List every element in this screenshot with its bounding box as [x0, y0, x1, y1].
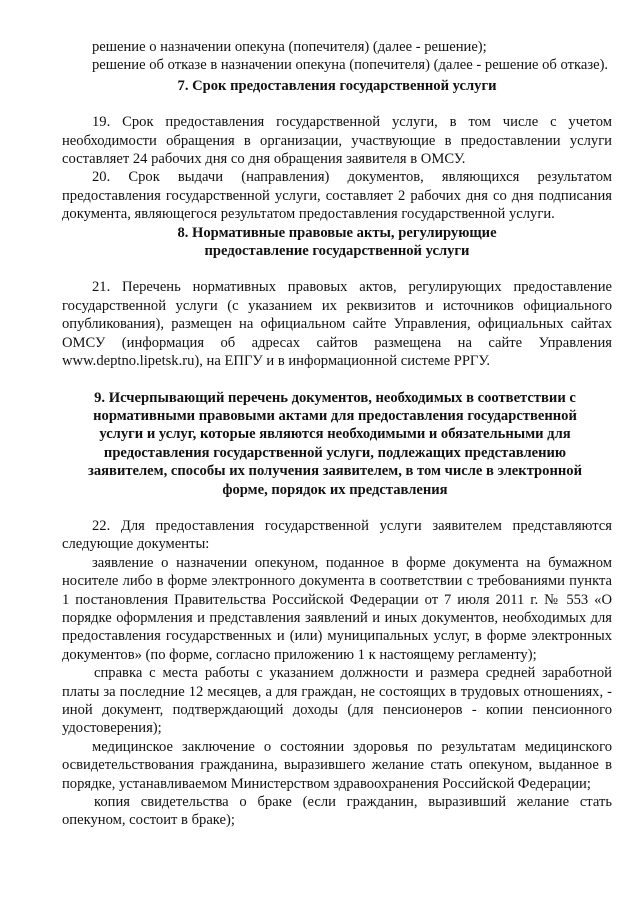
section-8-heading-line1: 8. Нормативные правовые акты, регулирующие: [177, 224, 497, 241]
paragraph-21: 21. Перечень нормативных правовых актов, регулирующих предоставление государственной услуги (с указанием их реквизитов и источников официального опубликования), размещен на официальном сайте Управления, официальных сайтах ОМСУ (информация об адресах сайтов размещена на сайте Управления www.deptno.lipetsk.ru), на ЕПГУ и в информационной системе РРГУ.: [62, 279, 612, 370]
paragraph-19: 19. Срок предоставления государственной услуги, в том числе с учетом необходимости обращения в организации, участвующие в предоставлении услуги составляет 24 рабочих дня со дня обращения заявителя в ОМСУ.: [62, 114, 612, 168]
list-item-medical-report: медицинское заключение о состоянии здоровья по результатам медицинского освидетельствования гражданина, выразившего желание стать опекуном, выданное в порядке, устанавливаемом Министерством здравоохранения Российской Федерации;: [62, 738, 612, 792]
list-item-income-certificate: справка с места работы с указанием должности и размера средней заработной платы за последние 12 месяцев, а для граждан, не состоящих в трудовых отношениях, - иной документ, подтверждающий доходы (для пенсионеров - копии пенсионного удостоверения);: [62, 665, 612, 737]
paragraph-decision: решение о назначении опекуна (попечителя) (далее - решение);: [92, 39, 487, 55]
section-9-heading: 9. Исчерпывающий перечень документов, необходимых в соответствии с нормативными правовыми актами для предоставления государственной услуги и услуг, которые являются необходимыми и обязательными для предоставления государственной услуги, подлежащих представлению заявителем, способы их получения заявителем, в том числе в электронной форме, порядок их представления: [88, 389, 582, 498]
list-item-application: заявление о назначении опекуном, поданное в форме документа на бумажном носителе либо в форме электронного документа в соответствии с требованиями пункта 1 постановления Правительства Российской Федерации от 7 июля 2011 г. № 553 «О порядке оформления и представления заявлений и иных документов, необходимых для предоставления государственных и (или) муниципальных услуг, в форме электронных документов» (по форме, согласно приложению 1 к настоящему регламенту);: [62, 554, 612, 663]
paragraph-refusal-decision: решение об отказе в назначении опекуна (попечителя) (далее - решение об отказе).: [92, 57, 609, 74]
section-8-heading-line2: предоставление государственной услуги: [204, 243, 470, 260]
list-item-marriage-certificate: копия свидетельства о браке (если гражданин, выразивший желание стать опекуном, состоит в браке);: [62, 794, 612, 829]
paragraph-20: 20. Срок выдачи (направления) документов, являющихся результатом предоставления государственной услуги, составляет 2 рабочих дня со дня подписания документа, являющегося результатом предоставления государственной услуги.: [62, 169, 612, 223]
section-7-heading: 7. Срок предоставления государственной услуги: [177, 77, 497, 94]
paragraph-22: 22. Для предоставления государственной услуги заявителем представляются следующие документы:: [62, 517, 612, 553]
